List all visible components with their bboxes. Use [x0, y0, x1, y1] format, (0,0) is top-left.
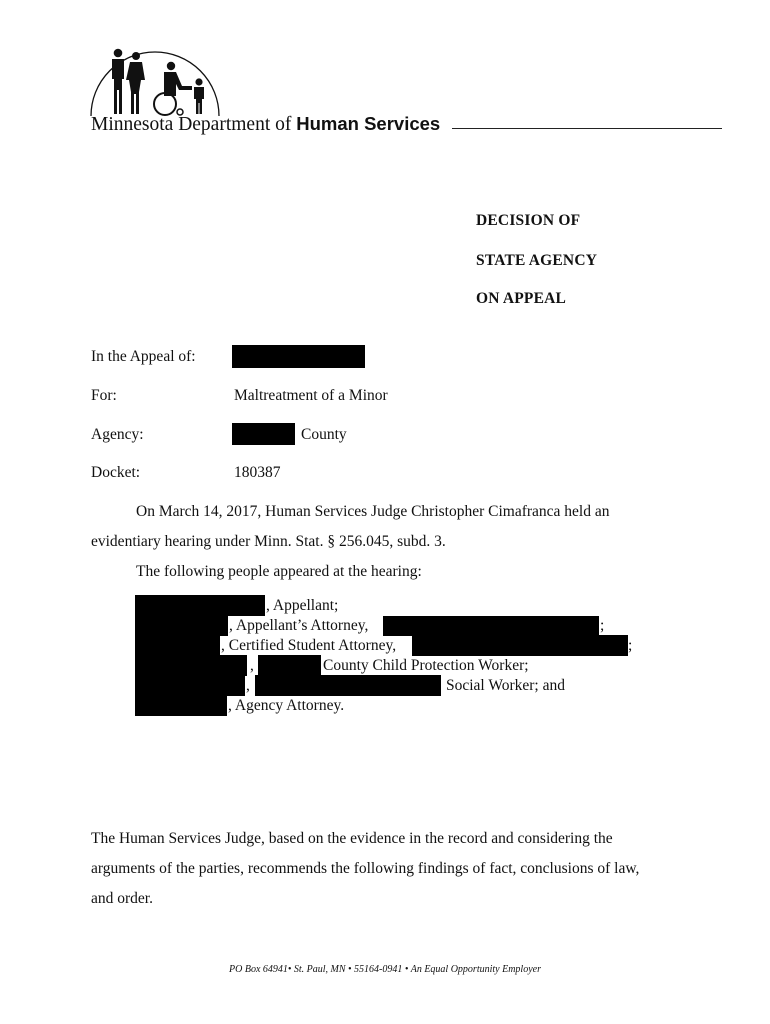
- department-name: [91, 113, 440, 136]
- redacted-attorney-name: [135, 616, 228, 636]
- appearance-comma-2: ,: [246, 677, 250, 694]
- intro-paragraph-line-1: On March 14, 2017, Human Services Judge Christopher Cimafranca held an: [136, 503, 610, 520]
- appearance-appellant: , Appellant;: [266, 597, 339, 614]
- closing-paragraph-line-1: The Human Services Judge, based on the evidence in the record and considering the: [91, 830, 613, 847]
- docket-label: Docket:: [91, 464, 141, 481]
- department-name-bold: Human Services: [296, 113, 441, 134]
- closing-paragraph-line-2: arguments of the parties, recommends the following findings of fact, conclusions of law,: [91, 860, 640, 877]
- decision-title-line-1: DECISION OF: [476, 212, 581, 229]
- redacted-social-worker-name: [135, 675, 245, 696]
- appearance-social-worker: Social Worker; and: [446, 677, 565, 694]
- appearance-agency-attorney: , Agency Attorney.: [228, 697, 345, 714]
- redacted-county-name: [232, 423, 295, 445]
- redacted-appellant: [135, 595, 265, 616]
- header-rule: [452, 128, 722, 129]
- agency-label: Agency:: [91, 426, 144, 443]
- appearance-comma-1: ,: [250, 657, 254, 674]
- intro-paragraph-line-2: evidentiary hearing under Minn. Stat. § 256.045, subd. 3.: [91, 533, 446, 550]
- closing-paragraph-line-3: and order.: [91, 890, 153, 907]
- redacted-student-office: [412, 635, 628, 656]
- appearance-student-attorney: , Certified Student Attorney,: [221, 637, 397, 654]
- redacted-cp-worker-name: [135, 655, 247, 676]
- family-wheelchair-logo-icon: [88, 44, 223, 118]
- redacted-student-name: [135, 635, 220, 656]
- agency-value: County: [301, 426, 347, 443]
- for-value: Maltreatment of a Minor: [234, 387, 388, 404]
- redacted-appellant-name: [232, 345, 365, 368]
- docket-value: 180387: [234, 464, 281, 481]
- redacted-social-worker-agency: [255, 675, 441, 696]
- for-label: For:: [91, 387, 117, 404]
- department-name-regular: Minnesota Department of: [91, 114, 292, 135]
- redacted-attorney-office: [383, 616, 599, 636]
- appearance-appellant-attorney: , Appellant’s Attorney,: [229, 617, 369, 634]
- appearance-semicolon-2: ;: [628, 637, 633, 654]
- decision-title-line-3: ON APPEAL: [476, 290, 567, 307]
- decision-title-line-2: STATE AGENCY: [476, 252, 598, 269]
- appeared-line: The following people appeared at the hearing:: [136, 563, 422, 580]
- appeal-label: In the Appeal of:: [91, 348, 196, 365]
- footer-address: PO Box 64941• St. Paul, MN • 55164-0941 • An Equal Opportunity Employer: [229, 964, 541, 975]
- redacted-agency-attorney-name: [135, 695, 227, 716]
- appearance-semicolon-1: ;: [600, 617, 605, 634]
- redacted-cp-county: [258, 655, 321, 676]
- appearance-cp-worker: County Child Protection Worker;: [323, 657, 529, 674]
